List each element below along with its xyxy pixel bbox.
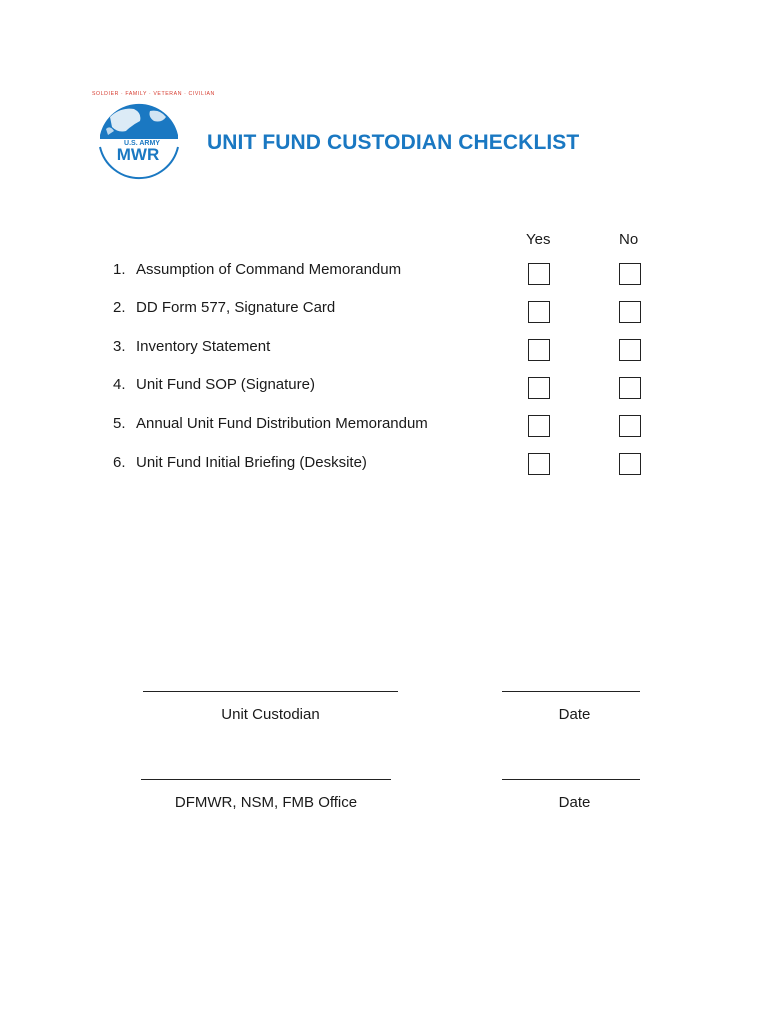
checklist-item-2 <box>113 299 335 316</box>
item-3-yes-checkbox[interactable] <box>528 339 550 361</box>
office-date-label: Date <box>558 794 591 811</box>
checklist-item-1 <box>113 261 401 278</box>
column-header-yes: Yes <box>526 231 551 248</box>
item-label: Unit Fund Initial Briefing (Desksite) <box>136 454 367 471</box>
item-4-no-checkbox[interactable] <box>619 377 641 399</box>
item-label: DD Form 577, Signature Card <box>136 299 336 316</box>
logo-ring-text: SOLDIER · FAMILY · VETERAN · CIVILIAN <box>92 91 215 97</box>
item-number: 1. <box>113 261 126 278</box>
logo-top-text: U.S. ARMY <box>124 140 160 147</box>
item-2-yes-checkbox[interactable] <box>528 301 550 323</box>
custodian-date-line[interactable] <box>502 691 640 692</box>
office-label: DFMWR, NSM, FMB Office <box>174 794 358 811</box>
army-mwr-logo <box>92 91 215 189</box>
checklist-item-5 <box>113 415 428 432</box>
office-signature-line[interactable] <box>141 779 391 780</box>
item-6-yes-checkbox[interactable] <box>528 453 550 475</box>
item-number: 4. <box>113 376 126 393</box>
item-2-no-checkbox[interactable] <box>619 301 641 323</box>
item-label: Annual Unit Fund Distribution Memorandum <box>136 415 428 432</box>
item-6-no-checkbox[interactable] <box>619 453 641 475</box>
item-4-yes-checkbox[interactable] <box>528 377 550 399</box>
item-5-no-checkbox[interactable] <box>619 415 641 437</box>
item-number: 2. <box>113 299 126 316</box>
item-label: Inventory Statement <box>136 338 271 355</box>
item-number: 6. <box>113 454 126 471</box>
item-number: 5. <box>113 415 126 432</box>
item-5-yes-checkbox[interactable] <box>528 415 550 437</box>
item-3-no-checkbox[interactable] <box>619 339 641 361</box>
checklist-item-4 <box>113 376 315 393</box>
logo-main-text: MWR <box>116 145 160 164</box>
item-1-no-checkbox[interactable] <box>619 263 641 285</box>
item-label: Unit Fund SOP (Signature) <box>136 376 315 393</box>
office-date-line[interactable] <box>502 779 640 780</box>
custodian-signature-line[interactable] <box>143 691 398 692</box>
checklist-item-6 <box>113 454 367 471</box>
item-1-yes-checkbox[interactable] <box>528 263 550 285</box>
custodian-label: Unit Custodian <box>221 706 320 723</box>
item-number: 3. <box>113 338 126 355</box>
page-title: UNIT FUND CUSTODIAN CHECKLIST <box>207 131 580 154</box>
item-label: Assumption of Command Memorandum <box>136 261 402 278</box>
checklist-item-3 <box>113 338 270 355</box>
column-header-no: No <box>619 231 639 248</box>
custodian-date-label: Date <box>558 706 591 723</box>
